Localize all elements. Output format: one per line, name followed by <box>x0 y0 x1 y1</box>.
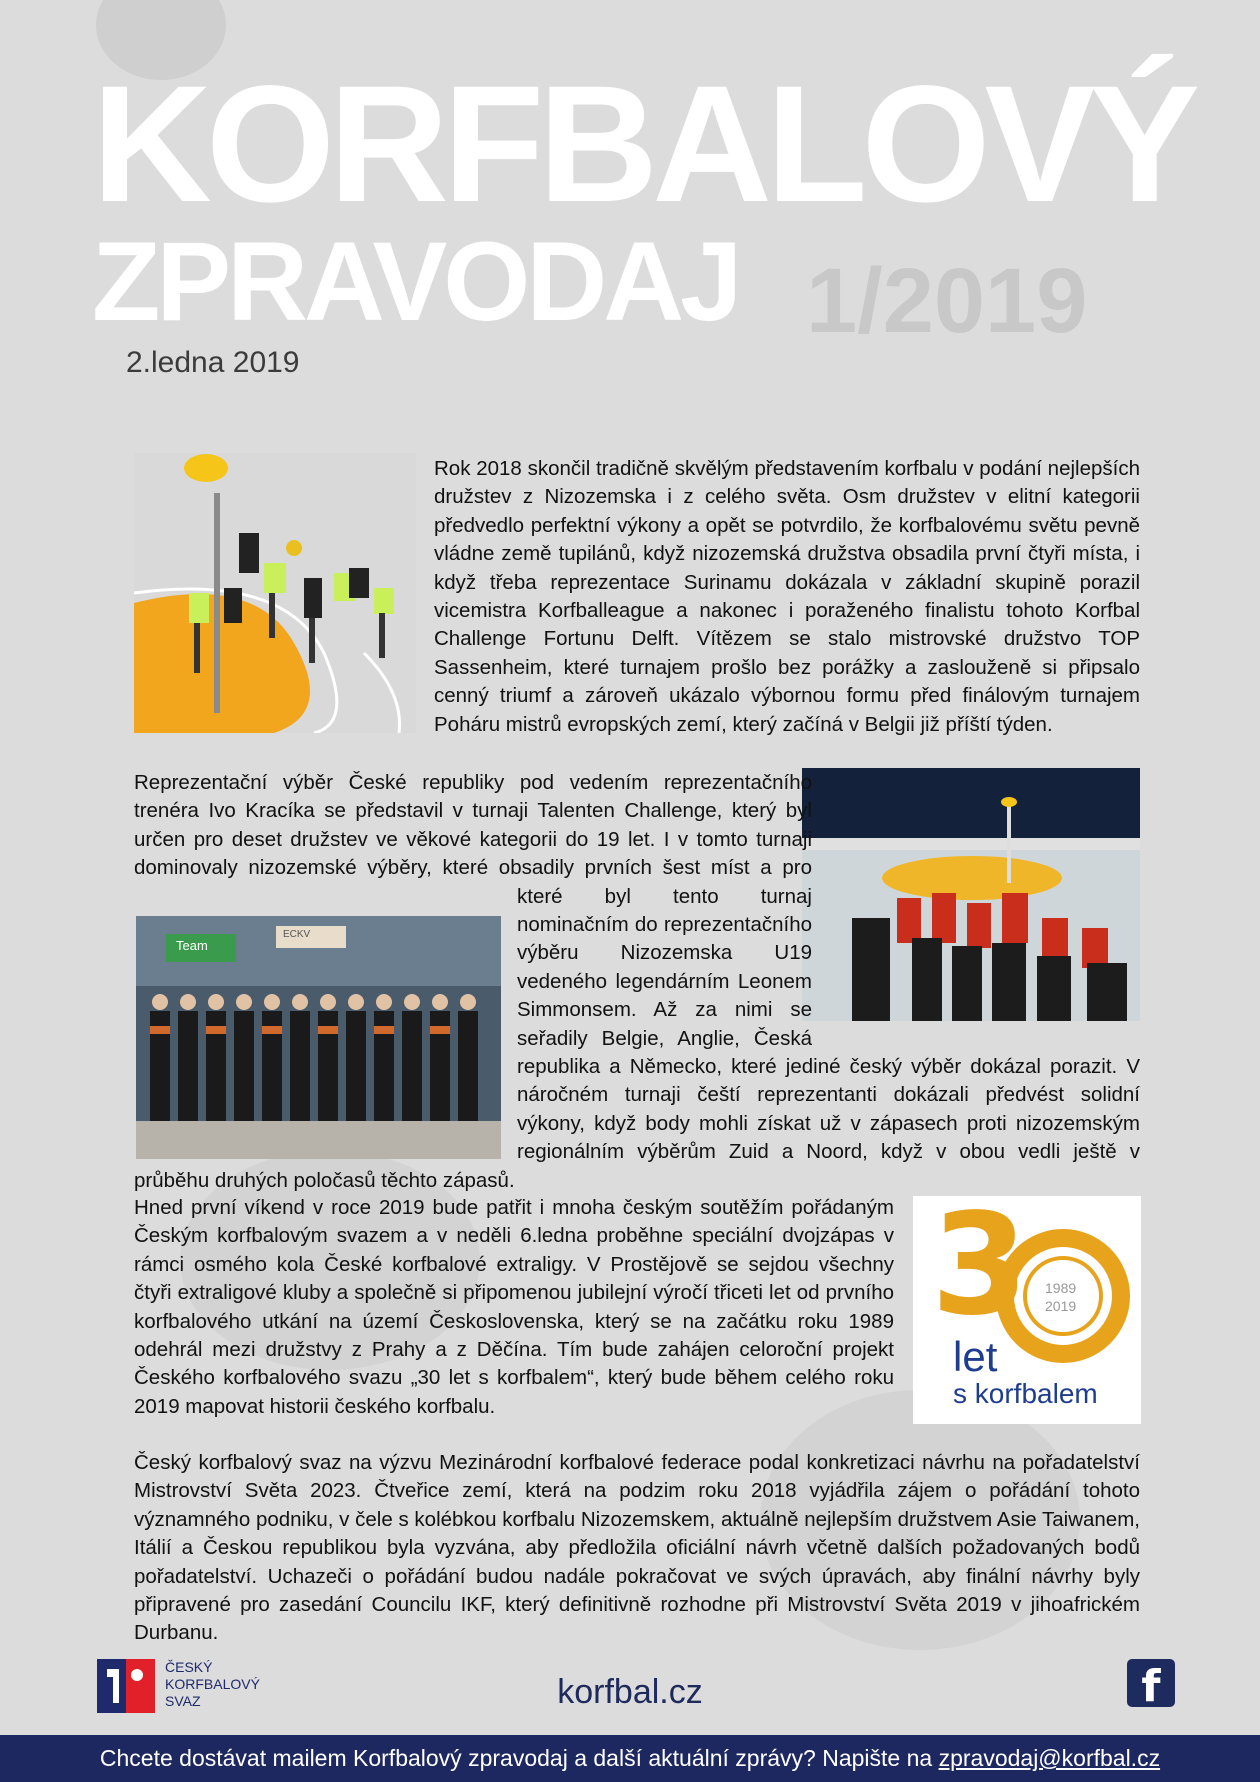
logo-year-to: 2019 <box>1045 1298 1077 1314</box>
arena-board-text: ECKV <box>283 929 311 940</box>
30-years-logo <box>913 1184 1141 1424</box>
logo-korfbal-text: s korfbalem <box>953 1378 1098 1409</box>
website-link[interactable]: korfbal.cz <box>557 1673 703 1711</box>
logo-number-3: 3 <box>931 1184 1029 1347</box>
banner-text: Chcete dostávat mailem Korfbalový zpravodaj a další aktuální zprávy? Napište na <box>99 1745 939 1771</box>
masthead-subtitle: ZPRAVODAJ <box>92 219 739 344</box>
csk-logo-line2: KORFBALOVÝ <box>165 1676 260 1692</box>
logo-year-from: 1989 <box>1045 1280 1077 1296</box>
masthead-title: KORFBALOVÝ <box>92 52 1194 237</box>
arena-banner-text: Team <box>176 938 208 953</box>
article-2-text: Reprezentační výběr České republiky pod vedením reprezentačního trenéra Ivo Kracíka se představil v turnaji Talenten Challenge, který byl určen pro deset družstev ve věkové kategorii do 19 let. I v tomto turnaji dominovaly nizozemské výběry, které obsadily prvních šest míst a pro které byl tento turnaj nominačním do reprezentačního výběru Nizozemska U19 vedeného legendárním Leonem Simmonsem. Až za nimi se seřadily Belgie, Anglie, Česká republika a Německo, které jediné český výběr dokázal porazit. V náročném turnaji čeští reprezentanti dokázali předvést solidní výkony, když body mohli získat už v zápasech proti nizozemským regionálním výběrům Zuid a Noord, když v obou vedli ještě v průběhu druhých poločasů těchto zápasů. <box>134 771 1140 1192</box>
article-1-text: Rok 2018 skončil tradičně skvělým představením korfbalu v podání nejlepších družstev z Nizozemska i z celého světa. Osm družstev v elitní kategorii předvedlo perfektní výkony a opět se potvrdilo, že korfbalovému světu pevně vládne země tupilánů, když nizozemská družstva obsadila první čtyři místa, i když třeba reprezentace Surinamu dokázala v základní skupině porazil vicemistra Korfballeague a nakonec i poraženého finalistu tohoto Korfbal Challenge Fortunu Delft. Vítězem se stalo mistrovské družstvo TOP Sassenheim, které turnajem prošlo bez porážky a zaslouženě si připsalo cenný triumf a zároveň ukázalo výbornou formu před finálovým turnajem Poháru mistrů evropských zemí, který začíná v Belgii již příští týden. <box>434 457 1140 736</box>
korfball-game-photo <box>134 453 416 733</box>
issue-date: 2.ledna 2019 <box>126 346 300 379</box>
facebook-icon[interactable]: f <box>1127 1659 1175 1707</box>
csk-logo-line1: ČESKÝ <box>165 1659 213 1675</box>
email-link[interactable]: zpravodaj@korfbal.cz <box>938 1745 1161 1771</box>
issue-number: 1/2019 <box>806 250 1088 352</box>
photo-float-right <box>812 769 1140 1027</box>
article-4-text: Český korfbalový svaz na výzvu Mezinárodní korfbalové federace podal konkretizaci návrhu na pořadatelství Mistrovství Světa 2023. Čtveřice zemí, která na podzim roku 2018 vyjádřila zájem o pořádání tohoto významného podniku, v čele s kolébkou korfbalu Nizozemskem, aktuálně nejlepším družstvem Asie Taiwanem, Itálií a Českou republikou byla vyzvána, aby předložila oficiální návrh včetně dalších požadovaných bodů pořadatelství. Uchazeči o pořádání budou nadále pokračovat ve svých úpravách, aby finální návrhy byly připravené pro zasedání Councilu IKF, který definitivně rozhodne při Mistrovství Světa 2019 v jihoafrickém Durbanu. <box>134 1451 1140 1645</box>
subscribe-banner <box>0 1735 1260 1782</box>
logo-let-text: let <box>953 1333 998 1380</box>
csk-logo-line3: SVAZ <box>165 1693 201 1709</box>
article-3-text: Hned první víkend v roce 2019 bude patřit i mnoha českým soutěžím pořádaným Českým korfbalovým svazem a v neděli 6.ledna proběhne speciální dvojzápas v rámci osmého kola České korfbalové extraligy. V Prostějově se sejdou všechny čtyři extraligové kluby a společně si připomenou jubilejní výročí třiceti let od prvního korfbalového utkání na území Československa, který se na začátku roku 1989 odehrál mezi družstvy z Prahy a z Děčína. Tím bude zahájen celoroční projekt Českého korfbalového svazu „30 let s korfbalem“, který bude během celého roku 2019 mapovat historii českého korfbalu. <box>134 1196 894 1418</box>
photo-float-left <box>134 911 517 1161</box>
